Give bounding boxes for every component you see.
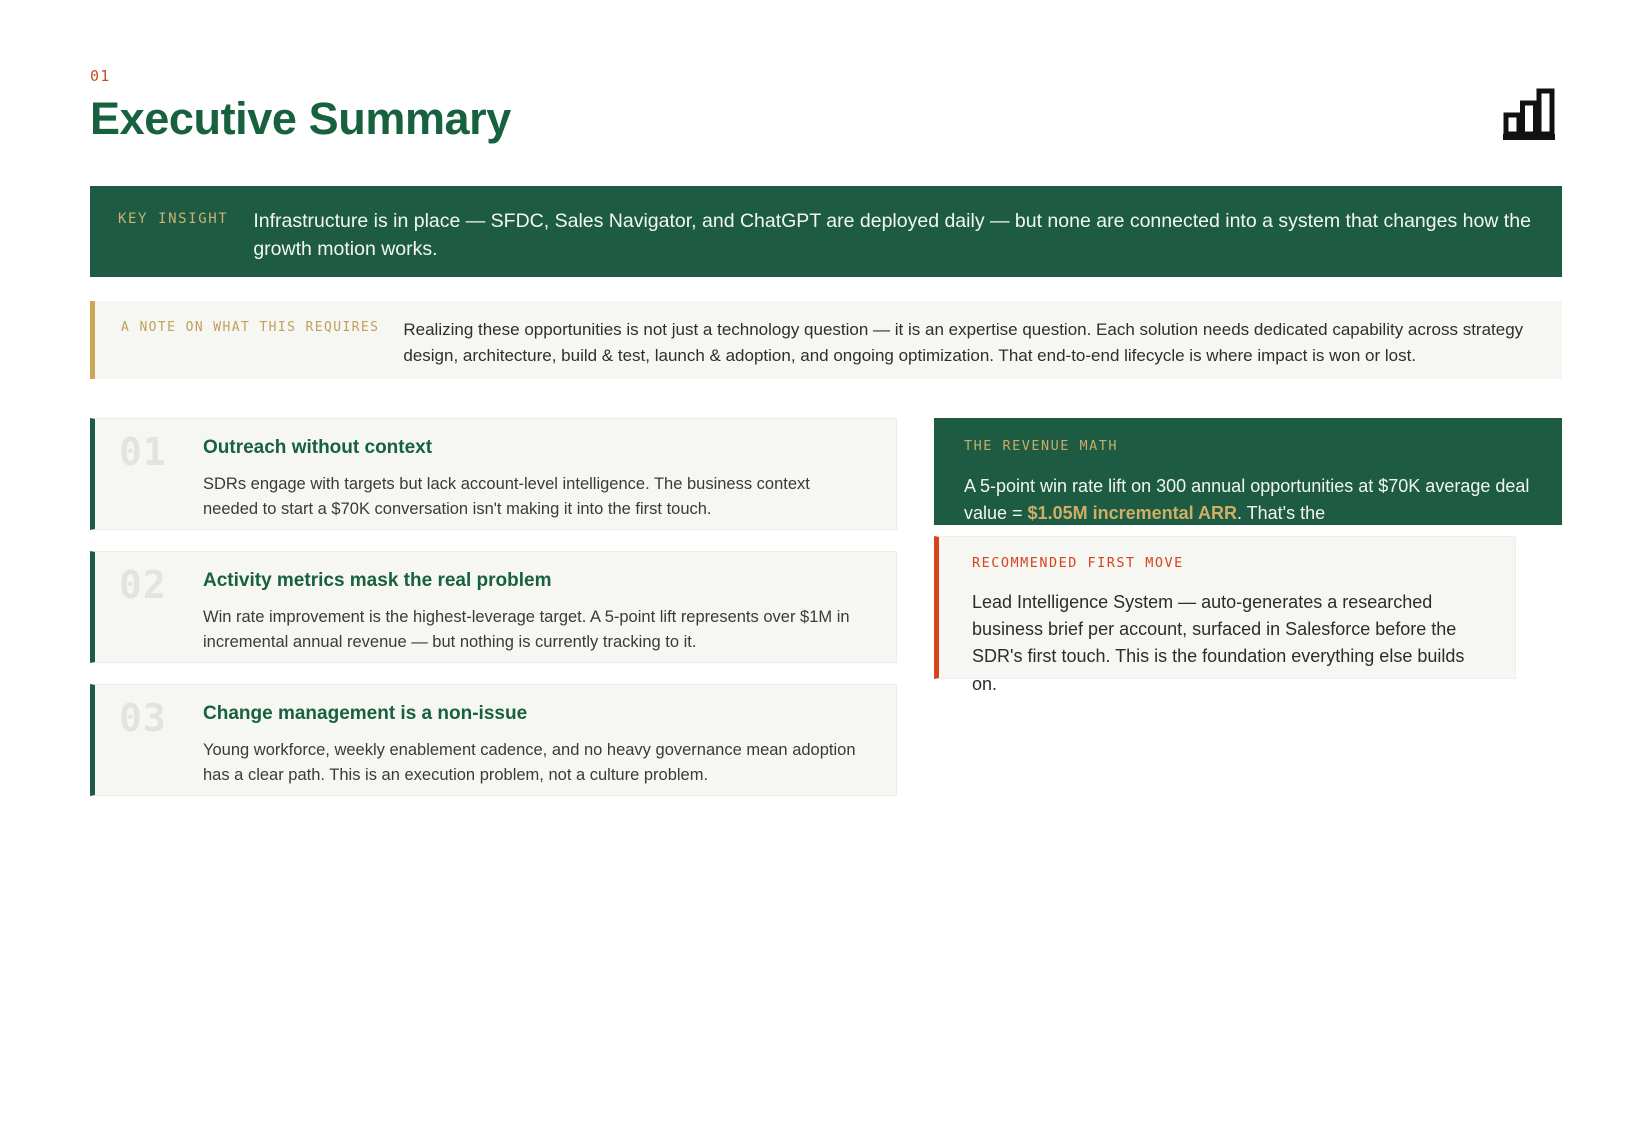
key-insight-text: Infrastructure is in place — SFDC, Sales Navigator, and ChatGPT are deployed daily — but none are connected into a system that changes how the growth motion works. [253,210,1531,260]
key-insight-label: KEY INSIGHT [118,211,229,227]
note-strip [90,301,1562,379]
section-number: 01 [90,67,111,85]
note-label: A NOTE ON WHAT THIS REQUIRES [121,320,380,335]
revenue-math-highlight: $1.05M incremental ARR [1027,503,1237,524]
finding-number: 01 [119,430,167,474]
finding-card [90,551,897,663]
finding-title: Change management is a non-issue [203,703,528,724]
finding-title: Activity metrics mask the real problem [203,570,552,591]
revenue-math-card [934,418,1562,525]
key-insight-banner [90,186,1562,277]
findings-column [90,418,897,817]
finding-number: 02 [119,563,167,607]
first-move-label: RECOMMENDED FIRST MOVE [972,555,1184,571]
finding-card [90,418,897,530]
finding-body: SDRs engage with targets but lack account-level intelligence. The business context needed to start a $70K conversation isn't making it into the first touch. [203,474,810,518]
finding-title: Outreach without context [203,437,433,458]
revenue-math-text [964,473,1534,526]
finding-body: Win rate improvement is the highest-leverage target. A 5-point lift represents over $1M in incremental annual revenue — but nothing is currently tracking to it. [203,607,850,651]
finding-body: Young workforce, weekly enablement cadence, and no heavy governance mean adoption has a clear path. This is an execution problem, not a culture problem. [203,740,856,784]
right-column [934,418,1562,694]
page-title: Executive Summary [90,92,511,144]
revenue-math-label: THE REVENUE MATH [964,438,1119,454]
finding-card [90,684,897,796]
revenue-math-text-after: . That's the [1236,503,1326,524]
bar-chart-icon [1497,78,1561,142]
note-text: Realizing these opportunities is not just a technology question — it is an expertise question. Each solution needs dedicated capability across strategy design, architecture, build & test, launch & adoption, and ongoing optimization. That end-to-end lifecycle is where impact is won or lost. [403,320,1524,365]
revenue-math-text-before: A 5-point win rate lift on 300 annual opportunities at $70K average deal value = [964,475,1530,524]
first-move-text: Lead Intelligence System — auto-generates a researched business brief per account, surfaced in Salesforce before the SDR's first touch. This is the foundation everything else builds on. [972,591,1465,694]
first-move-card [934,536,1516,694]
slide-header [90,68,1561,160]
finding-number: 03 [119,696,167,740]
